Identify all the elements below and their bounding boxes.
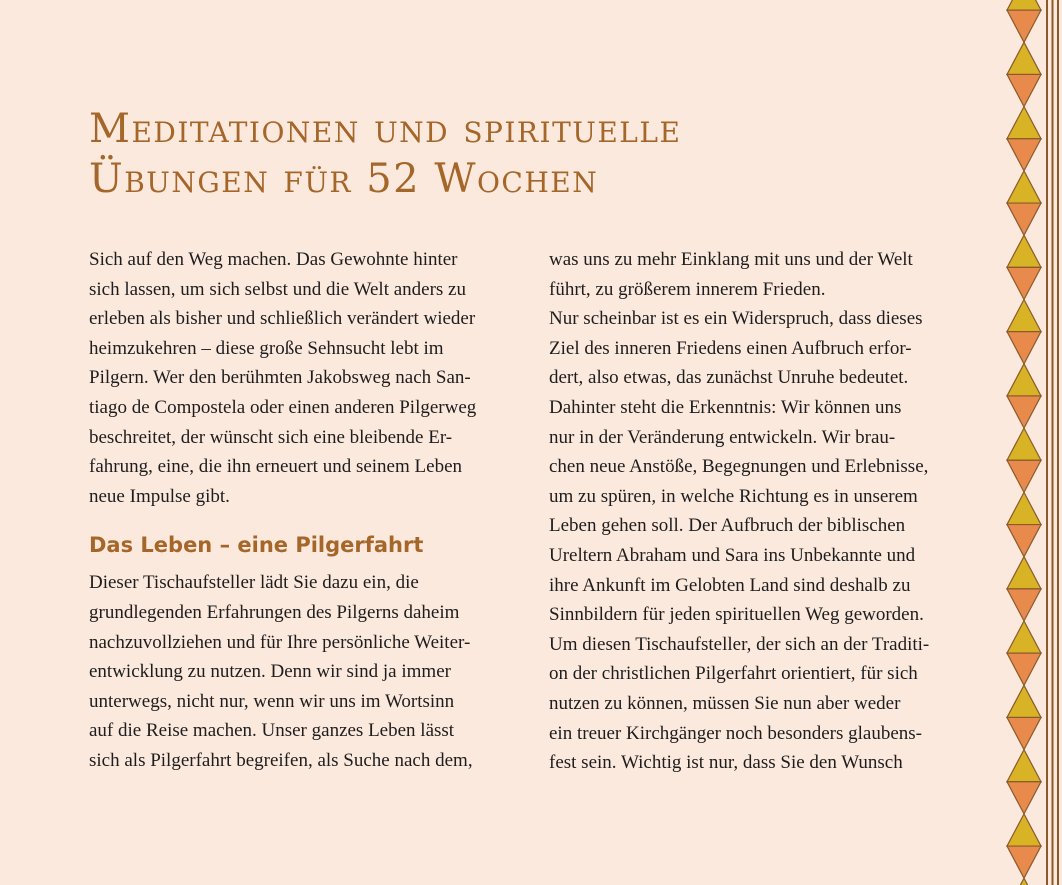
text-line: beschreitet, der wünscht sich eine bleibende Er- [89, 426, 453, 448]
text-line: ein treuer Kirchgänger noch besonders glaubens- [549, 722, 922, 744]
text-line: um zu spüren, in welche Richtung es in unserem [549, 485, 918, 507]
text-line: fest sein. Wichtig ist nur, dass Sie den Wunsch [549, 752, 903, 774]
text-line: fahrung, eine, die ihn erneuert und seinem Leben [89, 456, 462, 478]
text-line: Ureltern Abraham und Sara ins Unbekannte und [549, 544, 916, 566]
border-stripe [1046, 0, 1048, 885]
text-line: Ziel des inneren Friedens einen Aufbruch erfor- [549, 337, 912, 359]
text-line: dert, also etwas, das zunächst Unruhe bedeutet. [549, 367, 909, 389]
text-line: erleben als bisher und schließlich verändert wieder [89, 308, 476, 330]
intro-paragraph [89, 245, 524, 511]
text-line: Sinnbildern für jeden spirituellen Weg geworden. [549, 604, 924, 626]
left-text-column [89, 245, 524, 776]
section-heading: Das Leben – eine Pilgerfahrt [89, 533, 424, 558]
text-line: Pilgern. Wer den berühmten Jakobsweg nach San- [89, 367, 471, 389]
text-line: nur in der Veränderung entwickeln. Wir brau- [549, 426, 896, 448]
text-line: Leben gehen soll. Der Aufbruch der biblischen [549, 515, 906, 537]
body-paragraph [89, 568, 524, 775]
text-line: ihre Ankunft im Gelobten Land sind deshalb zu [549, 574, 911, 596]
page-title [89, 104, 949, 204]
border-stripe [1052, 0, 1054, 885]
text-line: heimzukehren – diese große Sehnsucht lebt im [89, 337, 444, 359]
border-stripe [1057, 0, 1059, 885]
text-line: Dahinter steht die Erkenntnis: Wir können uns [549, 396, 902, 418]
text-line: entwicklung zu nutzen. Denn wir sind ja immer [89, 661, 451, 683]
text-line: führt, zu größerem innerem Frieden. [549, 278, 826, 300]
text-line: was uns zu mehr Einklang mit uns und der Welt [549, 249, 913, 270]
page-title-line-1: Meditationen und spirituelle [89, 106, 682, 152]
text-line: chen neue Anstöße, Begegnungen und Erlebnisse, [549, 456, 929, 478]
text-line: on der christlichen Pilgerfahrt orientiert, für sich [549, 663, 918, 685]
text-line: auf die Reise machen. Unser ganzes Leben lässt [89, 720, 455, 742]
page-title-line-2: Übungen für 52 Wochen [89, 156, 599, 202]
text-line: Dieser Tischaufsteller lädt Sie dazu ein, die [89, 572, 419, 594]
text-line: nutzen zu können, müssen Sie nun aber weder [549, 692, 901, 714]
text-line: sich als Pilgerfahrt begreifen, als Suche nach dem, [89, 749, 473, 771]
text-line: neue Impulse gibt. [89, 485, 230, 507]
text-line: grundlegenden Erfahrungen des Pilgerns daheim [89, 601, 460, 623]
text-line: tiago de Compostela oder einen anderen Pilgerweg [89, 396, 477, 418]
right-text-column [549, 245, 969, 778]
text-line: sich lassen, um sich selbst und die Welt anders zu [89, 278, 466, 300]
text-line: Sich auf den Weg machen. Das Gewohnte hinter [89, 249, 458, 270]
text-line: Um diesen Tischaufsteller, der sich an der Traditi- [549, 633, 930, 655]
diamond-upper-half [1007, 0, 1041, 10]
text-line: Nur scheinbar ist es ein Widerspruch, dass dieses [549, 308, 923, 330]
diamond-chain-border-icon [1002, 0, 1062, 885]
text-line: unterwegs, nicht nur, wenn wir uns im Wortsinn [89, 690, 455, 712]
text-line: nachzuvollziehen und für Ihre persönliche Weiter- [89, 631, 471, 653]
